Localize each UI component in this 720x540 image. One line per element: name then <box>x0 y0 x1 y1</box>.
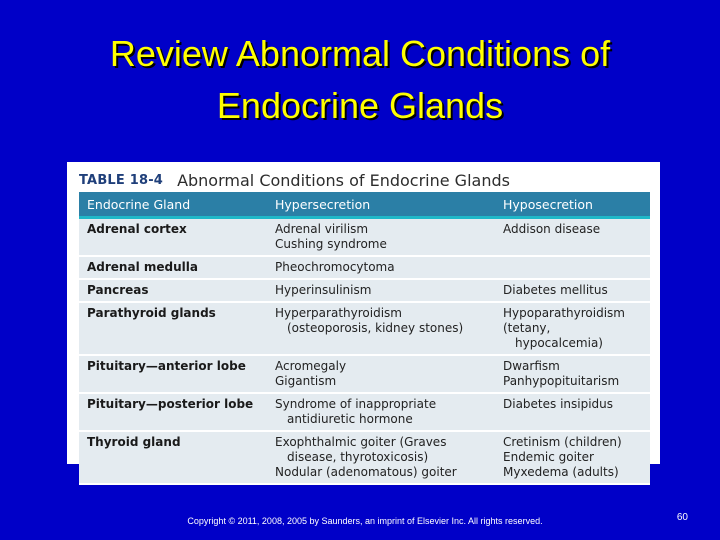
table-row <box>79 218 650 257</box>
slide-title-line-2: Endocrine Glands <box>216 85 504 126</box>
table-row <box>79 256 650 279</box>
condition-text: Diabetes mellitus <box>503 283 608 297</box>
condition-text: Exophthalmic goiter (Graves <box>275 435 447 449</box>
cell-gland: Parathyroid glands <box>79 302 267 355</box>
table-label: TABLE 18-4 <box>79 172 164 188</box>
column-header-hypersecretion: Hypersecretion <box>267 192 495 218</box>
page-number: 60 <box>676 512 688 523</box>
endocrine-conditions-table <box>79 192 650 485</box>
condition-text: Hypoparathyroidism (tetany, <box>503 306 625 335</box>
cell-hypersecretion <box>267 393 495 431</box>
cell-gland: Adrenal cortex <box>79 218 267 257</box>
table-figure <box>67 162 660 479</box>
cell-gland: Adrenal medulla <box>79 256 267 279</box>
condition-text: Dwarfism <box>503 359 560 373</box>
cell-hyposecretion <box>495 302 650 355</box>
condition-text: antidiuretic hormone <box>287 412 413 426</box>
condition-text: Cretinism (children) <box>503 435 622 449</box>
table-row <box>79 393 650 431</box>
cell-hyposecretion <box>495 393 650 431</box>
table-row <box>79 355 650 393</box>
cell-hyposecretion <box>495 256 650 279</box>
cell-hyposecretion <box>495 279 650 302</box>
condition-text: Pheochromocytoma <box>275 260 395 274</box>
table-title: Abnormal Conditions of Endocrine Glands <box>177 170 510 190</box>
cell-gland: Pituitary—anterior lobe <box>79 355 267 393</box>
cell-hypersecretion <box>267 355 495 393</box>
column-header-gland: Endocrine Gland <box>79 192 267 218</box>
condition-text: Panhypopituitarism <box>503 374 620 388</box>
cell-hyposecretion <box>495 431 650 484</box>
cell-hyposecretion <box>495 218 650 257</box>
cell-hypersecretion <box>267 256 495 279</box>
slide-title <box>0 28 720 132</box>
condition-text: Adrenal virilism <box>275 222 369 236</box>
condition-text: (osteoporosis, kidney stones) <box>287 321 464 335</box>
slide-title-line-1: Review Abnormal Conditions of <box>109 33 611 74</box>
condition-text: Hyperparathyroidism <box>275 306 402 320</box>
cell-hypersecretion <box>267 431 495 484</box>
table-caption <box>79 168 651 192</box>
condition-text: disease, thyrotoxicosis) <box>287 450 429 464</box>
cell-gland: Pituitary—posterior lobe <box>79 393 267 431</box>
cell-gland: Pancreas <box>79 279 267 302</box>
condition-text: Cushing syndrome <box>275 237 387 251</box>
table-row <box>79 279 650 302</box>
table-header-row <box>79 192 650 218</box>
condition-text: Gigantism <box>275 374 337 388</box>
condition-text: hypocalcemia) <box>515 336 603 350</box>
condition-text: Nodular (adenomatous) goiter <box>275 465 457 479</box>
condition-text: Diabetes insipidus <box>503 397 614 411</box>
condition-text: Endemic goiter <box>503 450 594 464</box>
condition-text: Acromegaly <box>275 359 347 373</box>
condition-text: Myxedema (adults) <box>503 465 619 479</box>
cell-hypersecretion <box>267 302 495 355</box>
condition-text: Syndrome of inappropriate <box>275 397 437 411</box>
table-row <box>79 302 650 355</box>
table-row <box>79 431 650 484</box>
cell-hypersecretion <box>267 218 495 257</box>
cell-gland: Thyroid gland <box>79 431 267 484</box>
cell-hypersecretion <box>267 279 495 302</box>
condition-text: Addison disease <box>503 222 601 236</box>
copyright-footer: Copyright © 2011, 2008, 2005 by Saunders, an imprint of Elsevier Inc. All rights reserved. <box>187 516 543 526</box>
cell-hyposecretion <box>495 355 650 393</box>
column-header-hyposecretion: Hyposecretion <box>495 192 650 218</box>
table-body <box>79 218 650 485</box>
condition-text: Hyperinsulinism <box>275 283 372 297</box>
